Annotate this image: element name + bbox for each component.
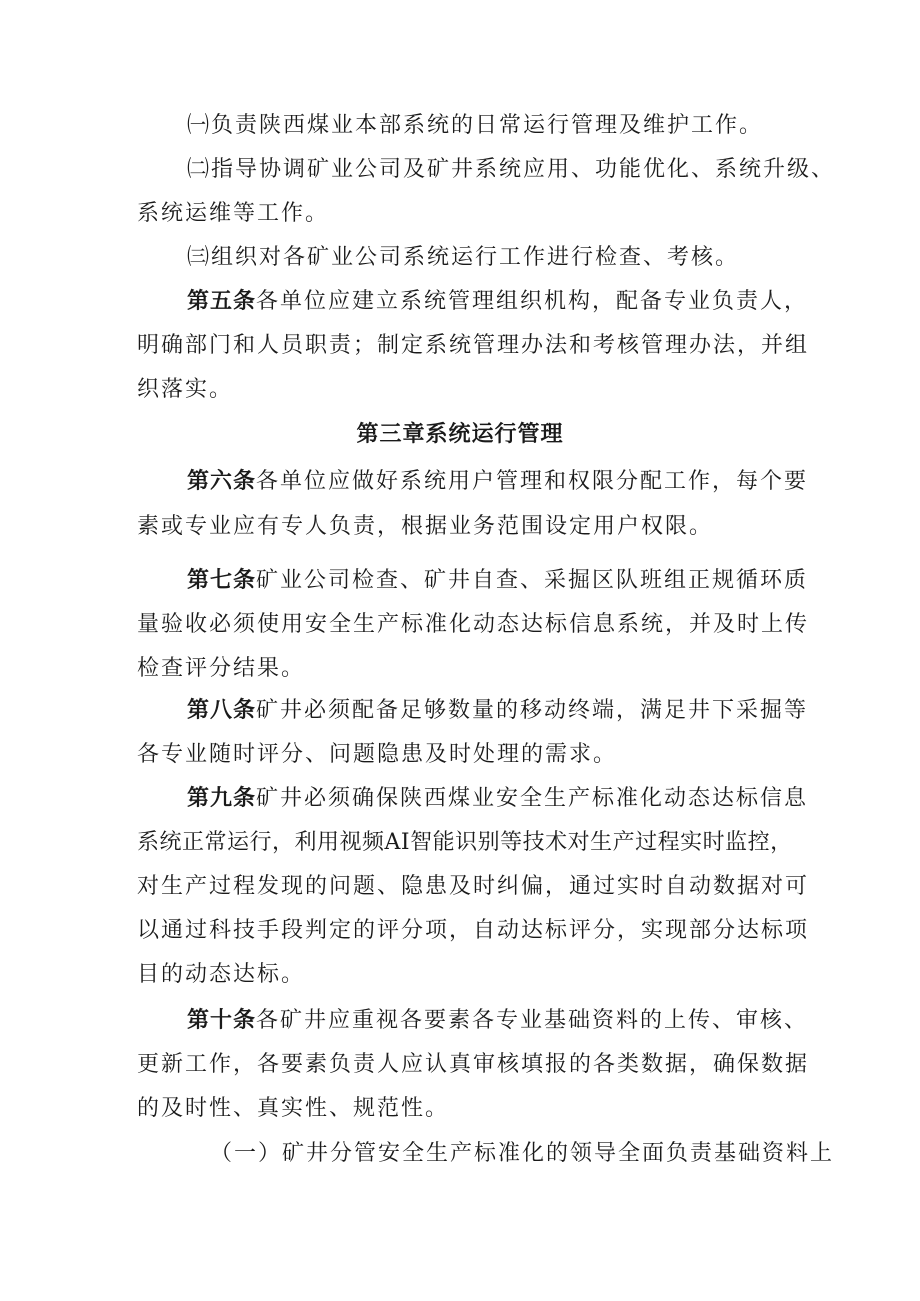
article-10-line-3: 的及时性、真实性、规范性。 [137,1096,450,1121]
article-label: 第七条 [187,568,257,593]
article-8-line-2: 各专业随时评分、问题隐患及时处理的需求。 [137,742,618,767]
article-6-line-2: 素或专业应有专人负责，根据业务范围设定用户权限。 [137,514,714,539]
article-9-line-3: 对生产过程发现的问题、隐患及时纠偏，通过实时自动数据对可 [137,874,810,899]
duty-item-3: ㈢组织对各矿业公司系统运行工作进行检查、考核。 [187,245,740,270]
article-7-line-2: 量验收必须使用安全生产标准化动态达标信息系统，并及时上传 [137,612,810,637]
article-6-line-1: 第六条各单位应做好系统用户管理和权限分配工作，每个要 [187,469,809,494]
article-label: 第八条 [187,698,257,723]
duty-item-2-line-1: ㈡指导协调矿业公司及矿井系统应用、功能优化、系统升级、 [187,157,836,182]
article-label: 第九条 [187,786,257,811]
article-7-line-3: 检查评分结果。 [137,656,306,681]
article-5-line-3: 织落实。 [137,377,234,402]
article-9-line-4: 以通过科技手段判定的评分项，自动达标评分，实现部分达标项 [137,918,810,943]
duty-item-1: ㈠负责陕西煤业本部系统的日常运行管理及维护工作。 [187,113,764,138]
article-7-line-1: 第七条矿业公司检查、矿井自查、采掘区队班组正规循环质 [187,568,809,593]
article-5-line-1: 第五条各单位应建立系统管理组织机构，配备专业负责人， [187,289,809,314]
article-9-line-1: 第九条矿井必须确保陕西煤业安全生产标准化动态达标信息 [187,786,809,811]
chapter-title: 第三章系统运行管理 [356,422,564,447]
article-label: 第五条 [187,289,257,314]
article-10-line-1: 第十条各矿井应重视各要素各专业基础资料的上传、审核、 [187,1008,809,1033]
article-label: 第十条 [187,1008,257,1033]
duty-item-2-line-2: 系统运维等工作。 [137,201,330,226]
article-10-item-1: （一）矿井分管安全生产标准化的领导全面负责基础资料上 [210,1141,835,1166]
article-10-line-2: 更新工作，各要素负责人应认真审核填报的各类数据，确保数据 [137,1052,810,1077]
article-8-line-1: 第八条矿井必须配备足够数量的移动终端，满足井下采掘等 [187,698,809,723]
article-9-line-5: 目的动态达标。 [137,962,306,987]
article-label: 第六条 [187,469,257,494]
article-5-line-2: 明确部门和人员职责；制定系统管理办法和考核管理办法，并组 [137,333,810,358]
article-9-line-2: 系统正常运行，利用视频AI智能识别等技术对生产过程实时监控， [137,830,793,855]
